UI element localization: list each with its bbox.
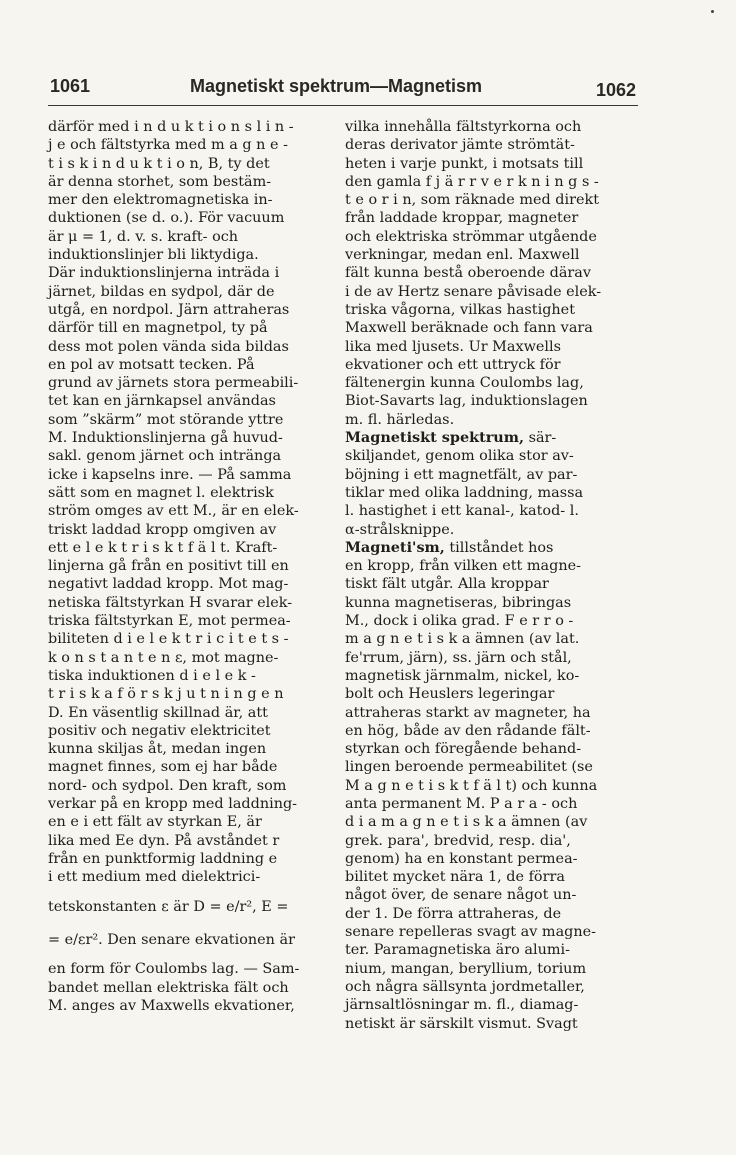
text-line: l. hastighet i ett kanal-, katod- l. [345,503,579,520]
text-line: Där induktionslinjerna inträda i [48,265,280,282]
text-line: triska vågorna, vilkas hastighet [345,301,575,318]
text-line: från laddade kroppar, magneter [345,210,579,227]
text-line: der 1. De förra attraheras, de [345,905,562,922]
text-line: ström omges av ett M., är en elek- [48,503,299,520]
text-line: negativt laddad kropp. Mot mag- [48,576,289,593]
text-line: genom) ha en konstant permea- [345,850,578,867]
text-line: därför med i n d u k t i o n s l i n - [48,119,294,135]
headword: Magneti'sm, [345,538,445,556]
text-line: biliteten d i e l e k t r i c i t e t s - [48,631,289,648]
text-line: i de av Hertz senare påvisade elek- [345,283,602,300]
text-line: i ett medium med dielektrici- [48,869,261,886]
text-line: M a g n e t i s k t f ä l t) och kunna [345,777,598,794]
text-line: m a g n e t i s k a ämnen (av lat. [345,631,580,648]
text-line: styrkan och föregående behand- [345,741,582,758]
text-line: sätt som en magnet l. elektrisk [48,484,274,501]
text-line: k o n s t a n t e n ε, mot magne- [48,649,279,666]
text-line: Magnetiskt spektrum, sär- [345,429,557,447]
text-line: utgå, en nordpol. Järn attraheras [48,301,290,318]
text-line: M., dock i olika grad. F e r r o - [345,613,574,630]
text-line: den gamla f j ä r r v e r k n i n g s - [345,173,599,190]
header-rule [48,105,638,106]
text-line: tiskt fält utgår. Alla kroppar [345,576,549,593]
text-line: bolt och Heuslers legeringar [345,686,555,703]
text-line: M. anges av Maxwells ekvationer, [48,998,295,1015]
text-line: verkar på en kropp med laddning- [48,795,298,812]
entry-magnetiskt-spektrum [345,429,621,539]
running-title: Magnetiskt spektrum—Magnetism [190,76,483,96]
right-column [345,118,621,1033]
left-tail [48,960,324,1015]
text-line: böjning i ett magnetfält, av par- [345,466,578,483]
text-line: duktionen (se d. o.). För vacuum [48,210,285,227]
text-line: nord- och sydpol. Den kraft, som [48,777,287,794]
text-line: grund av järnets stora permeabili- [48,375,299,392]
text-line: netiska fältstyrkan H svarar elek- [48,594,293,611]
text-line: därför till en magnetpol, ty på [48,320,268,337]
speck [711,10,714,13]
text-line: en form för Coulombs lag. — Sam- [48,961,300,978]
text-line: positiv och negativ elektricitet [48,722,271,739]
text-line: heten i varje punkt, i motsats till [345,155,584,172]
text-line: något över, de senare något un- [345,887,577,904]
text-line: mer den elektromagnetiska in- [48,192,273,209]
text-line: är μ = 1, d. v. s. kraft- och [48,228,239,245]
text-line: är denna storhet, som bestäm- [48,173,272,190]
text-line: fe'rrum, järn), ss. järn och stål, [345,649,572,666]
text-line: och några sällsynta jordmetaller, [345,978,585,995]
text-line: tet kan en järnkapsel användas [48,393,276,410]
text-line: en kropp, från vilken ett magne- [345,558,581,575]
formula-block [48,898,324,948]
text-line: nium, mangan, beryllium, torium [345,960,587,977]
text-line: icke i kapselns inre. — På samma [48,466,292,483]
text-line: triskt laddad kropp omgiven av [48,521,277,538]
text-line: magnet finnes, som ej har både [48,759,278,776]
text-line: kunna magnetiseras, bibringas [345,594,572,611]
text-line: dess mot polen vända sida bildas [48,338,289,355]
text-line: α-strålsknippe. [345,521,455,538]
text-line: M. Induktionslinjerna gå huvud- [48,430,283,447]
formula-line: tetskonstanten ε är D = e/r², E = [48,899,289,916]
text-line: från en punktformig laddning e [48,850,278,867]
text-line: d i a m a g n e t i s k a ämnen (av [345,814,588,831]
page-number-left: 1061 [50,76,91,96]
formula-line: = e/εr². Den senare ekvationen är [48,931,295,948]
text-line: Maxwell beräknade och fann vara [345,320,593,337]
text-line: en e i ett fält av styrkan E, är [48,814,262,831]
headword: Magnetiskt spektrum, [345,429,524,447]
text-line: en hög, både av den rådande fält- [345,722,591,739]
text-line: triska fältstyrkan E, mot permea- [48,613,291,630]
left-column [48,118,324,1015]
text-line: sakl. genom järnet och inträngа [48,448,282,465]
entry-magnetism [345,539,621,1033]
text-line: j e och fältstyrka med m a g n e - [48,137,288,154]
text-line: kunna skiljas åt, medan ingen [48,741,267,758]
text-line: anta permanent M. P a r a - och [345,795,578,812]
text-line: fältenergin kunna Coulombs lag, [345,375,584,392]
text-line: järnet, bildas en sydpol, där de [48,283,275,300]
text-line: senare repelleras svagt av magne- [345,924,597,941]
text-line: t i s k i n d u k t i o n, B, ty det [48,155,270,172]
text-line: t e o r i n, som räknade med direkt [345,192,599,209]
text-line: Biot-Savarts lag, induktionslagen [345,393,588,410]
text-line: ekvationer och ett uttryck för [345,356,561,373]
text-line: ett e l e k t r i s k t f ä l t. Kraft- [48,539,278,556]
text-line: och elektriska strömmar utgående [345,228,597,245]
text-line: D. En väsentlig skillnad är, att [48,704,268,721]
text-line: skiljandet, genom olika stor av- [345,448,574,465]
text-line: grek. para', bredvid, resp. dia', [345,832,571,849]
text-line: bandet mellan elektriska fält och [48,979,289,996]
text-line: fält kunna bestå oberoende därav [345,265,591,282]
text-line: m. fl. härledas. [345,411,455,428]
text-line: lingen beroende permeabilitet (se [345,759,593,776]
text-line: induktionslinjer bli liktydiga. [48,247,259,264]
text-line: linjerna gå från en positivt till en [48,558,289,575]
text-line: t r i s k a f ö r s k j u t n i n g e n [48,686,284,703]
text-line: vilka innehålla fältstyrkorna och [345,119,582,135]
text-line: verkningar, medan enl. Maxwell [345,247,580,264]
text-line: attraheras starkt av magneter, ha [345,704,591,721]
text-line: ter. Paramagnetiska äro alumi- [345,942,570,959]
text-line: tiska induktionen d i e l e k - [48,667,256,684]
text-line: som ”skärm” mot störande yttre [48,411,284,428]
text-line: deras derivator jämte strömtät- [345,137,575,154]
text-line: lika med Ee dyn. På avståndet r [48,832,280,849]
text-line: en pol av motsatt tecken. På [48,356,255,373]
text-line: Magneti'sm, tillståndet hos [345,538,554,556]
page-number-right: 1062 [595,80,636,100]
text-line: järnsaltlösningar m. fl., diamag- [345,997,579,1014]
text-line: bilitet mycket nära 1, de förra [345,869,565,886]
page-header [50,70,636,106]
text-line: netiskt är särskilt vismut. Svagt [345,1015,578,1032]
text-line: tiklar med olika laddning, massa [345,484,584,501]
text-line: magnetisk järnmalm, nickel, ko- [345,667,580,684]
text-line: lika med ljusets. Ur Maxwells [345,338,562,355]
